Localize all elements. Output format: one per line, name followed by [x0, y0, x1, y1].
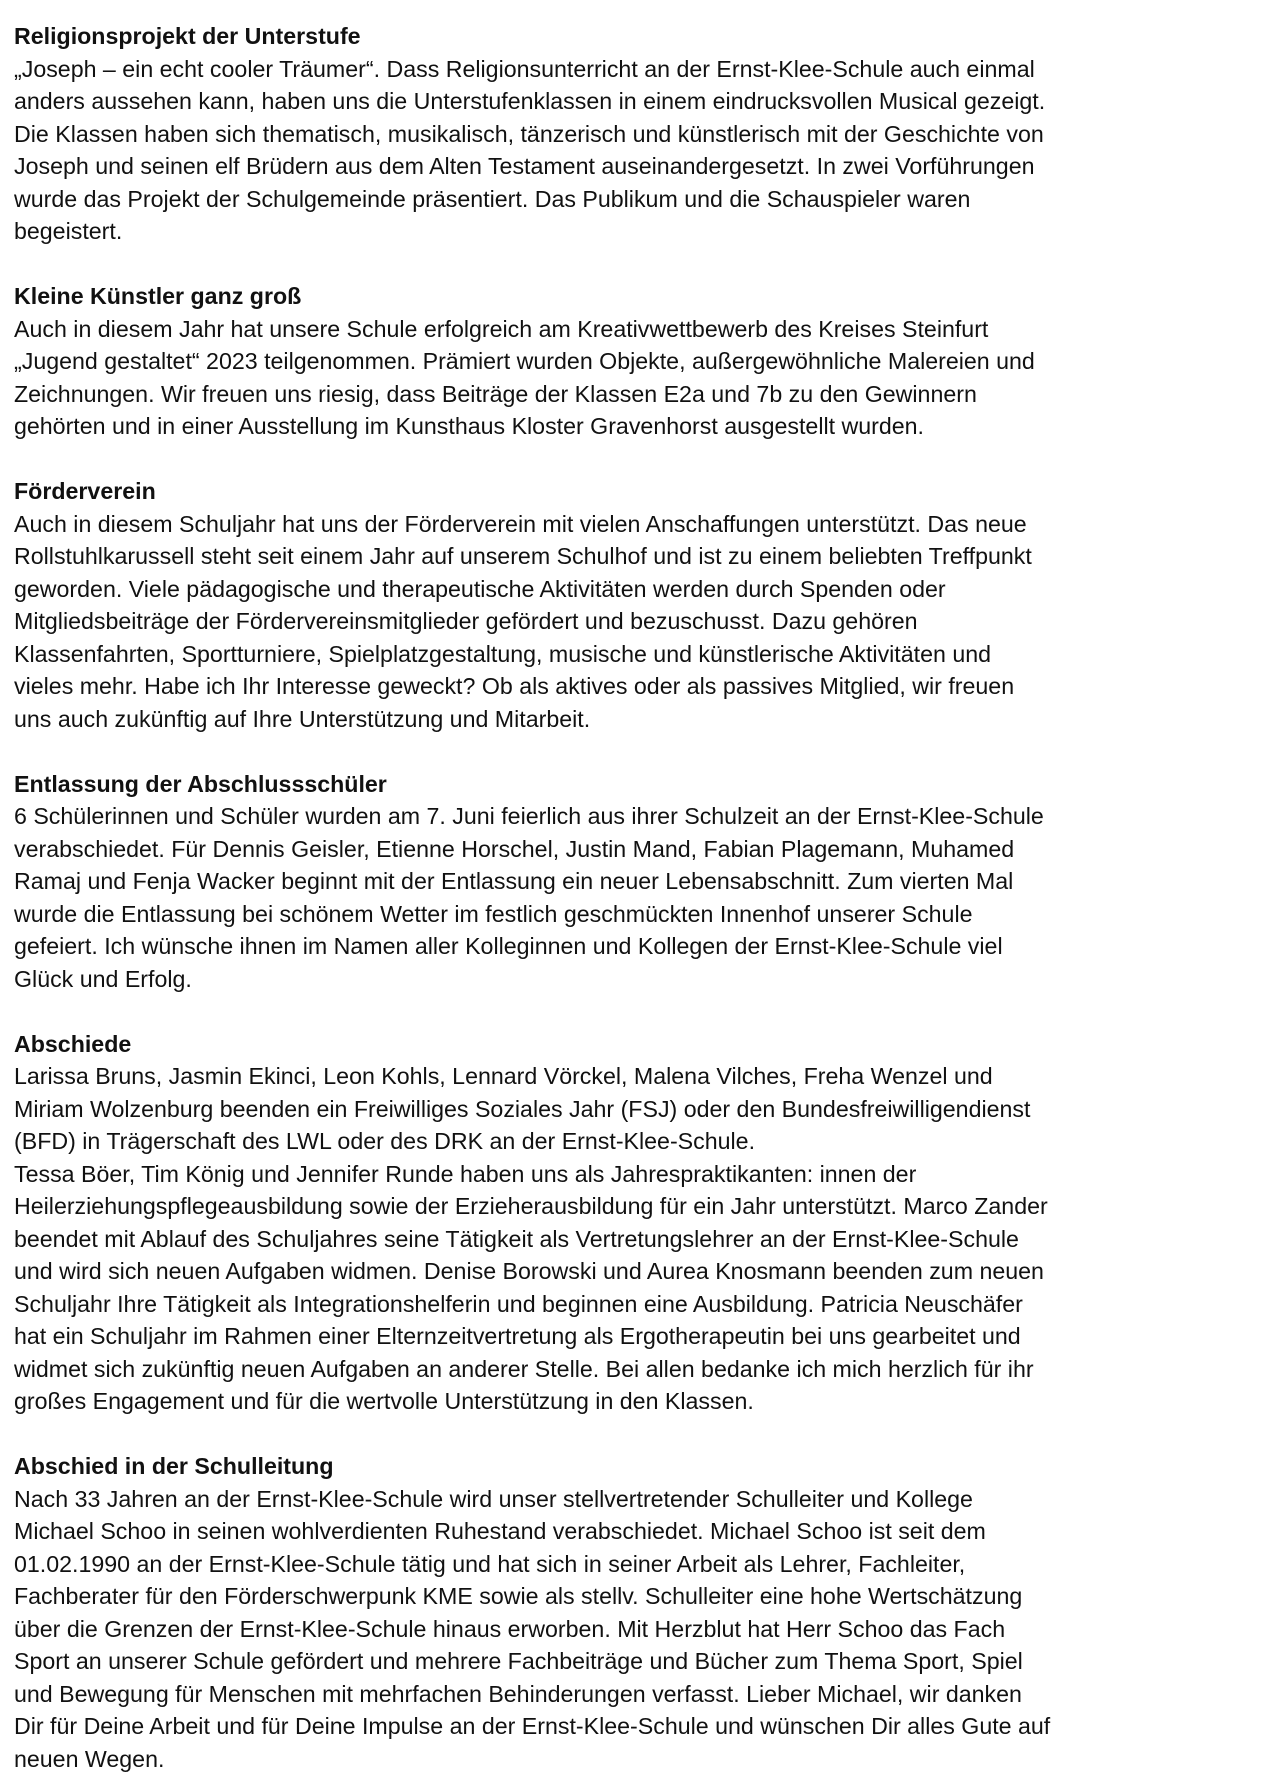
section-title: Förderverein	[14, 478, 156, 504]
body-text-line: Miriam Wolzenburg beenden ein Freiwilliges Soziales Jahr (FSJ) oder den Bundesfreiwilligendienst	[14, 1095, 1031, 1122]
section	[14, 1028, 1270, 1418]
body-text-line: begeistert.	[14, 218, 123, 244]
body-text-line: Ramaj und Fenja Wacker beginnt mit der Entlassung ein neuer Lebensabschnitt. Zum vierten Mal	[14, 868, 1014, 894]
body-text-line: widmet sich zukünftig neuen Aufgaben an anderer Stelle. Bei allen bedanke ich mich herzlich für ihr	[14, 1355, 1034, 1382]
document-page	[14, 20, 1270, 1775]
body-text-line: Joseph und seinen elf Brüdern aus dem Alten Testament auseinandergesetzt. In zwei Vorführungen	[14, 153, 1035, 179]
body-text-line: Sport an unserer Schule gefördert und mehrere Fachbeiträge und Bücher zum Thema Sport, Spiel	[14, 1648, 1023, 1674]
body-text-line: großes Engagement und für die wertvolle Unterstützung in den Klassen.	[14, 1388, 754, 1414]
body-text-line: anders aussehen kann, haben uns die Unterstufenklassen in einem eindrucksvollen Musical gezeigt.	[14, 88, 1046, 114]
body-text-line: Tessa Böer, Tim König und Jennifer Runde haben uns als Jahrespraktikanten: innen der	[14, 1160, 917, 1187]
body-text-line: und wird sich neuen Aufgaben widmen. Denise Borowski und Aurea Knosmann beenden zum neuen	[14, 1258, 1044, 1284]
body-text-line: Dir für Deine Arbeit und für Deine Impulse an der Ernst-Klee-Schule und wünschen Dir alles Gute auf	[14, 1713, 1051, 1739]
body-text-line: verabschiedet. Für Dennis Geisler, Etienne Horschel, Justin Mand, Fabian Plagemann, Muhamed	[14, 835, 1015, 862]
section-title: Religionsprojekt der Unterstufe	[14, 23, 361, 49]
body-text-line: Die Klassen haben sich thematisch, musikalisch, tänzerisch und künstlerisch mit der Geschichte von	[14, 120, 1044, 147]
body-text-line: Zeichnungen. Wir freuen uns riesig, dass Beiträge der Klassen E2a und 7b zu den Gewinnern	[14, 380, 977, 407]
body-text-line: Klassenfahrten, Sportturniere, Spielplatzgestaltung, musische und künstlerische Aktivitäten und	[14, 640, 992, 667]
body-text-line: Auch in diesem Jahr hat unsere Schule erfolgreich am Kreativwettbewerb des Kreises Steinfurt	[14, 315, 989, 342]
body-text-line: 01.02.1990 an der Ernst-Klee-Schule tätig und hat sich in seiner Arbeit als Lehrer, Fachleiter,	[14, 1550, 966, 1577]
body-text-line: beendet mit Ablauf des Schuljahres seine Tätigkeit als Vertretungslehrer an der Ernst-Klee-Schule	[14, 1225, 1019, 1252]
section	[14, 20, 1270, 248]
body-text-line: Nach 33 Jahren an der Ernst-Klee-Schule wird unser stellvertretender Schulleiter und Kollege	[14, 1485, 973, 1512]
body-text-line: Mitgliedsbeiträge der Fördervereinsmitglieder gefördert und bezuschusst. Dazu gehören	[14, 608, 918, 634]
section	[14, 1450, 1270, 1775]
section-title: Abschied in der Schulleitung	[14, 1453, 334, 1479]
body-text-line: geworden. Viele pädagogische und therapeutische Aktivitäten werden durch Spenden oder	[14, 575, 946, 602]
body-text-line: neuen Wegen.	[14, 1745, 165, 1772]
body-text-line: Rollstuhlkarussell steht seit einem Jahr auf unserem Schulhof und ist zu einem beliebten Treffpunkt	[14, 543, 1032, 569]
body-text-line: Fachberater für den Förderschwerpunk KME sowie als stellv. Schulleiter eine hohe Wertschätzung	[14, 1583, 1023, 1609]
body-text-line: „Joseph – ein echt cooler Träumer“. Dass Religionsunterricht an der Ernst-Klee-Schule auch einmal	[14, 55, 1035, 82]
body-text-line: Michael Schoo in seinen wohlverdienten Ruhestand verabschiedet. Michael Schoo ist seit dem	[14, 1518, 986, 1544]
section-title: Entlassung der Abschlussschüler	[14, 770, 387, 797]
body-text-line: Larissa Bruns, Jasmin Ekinci, Leon Kohls, Lennard Vörckel, Malena Vilches, Freha Wenzel und	[14, 1063, 993, 1089]
body-text-line: vieles mehr. Habe ich Ihr Interesse geweckt? Ob als aktives oder als passives Mitglied, wir freuen	[14, 673, 1015, 699]
body-text-line: (BFD) in Trägerschaft des LWL oder des DRK an der Ernst-Klee-Schule.	[14, 1128, 756, 1154]
section	[14, 280, 1270, 443]
section	[14, 475, 1270, 735]
body-text-line: „Jugend gestaltet“ 2023 teilgenommen. Prämiert wurden Objekte, außergewöhnliche Malereien und	[14, 348, 1035, 374]
section	[14, 768, 1270, 996]
body-text-line: Heilerziehungspflegeausbildung sowie der Erzieherausbildung für ein Jahr unterstützt. Marco Zander	[14, 1193, 1048, 1219]
body-text-line: uns auch zukünftig auf Ihre Unterstützung und Mitarbeit.	[14, 705, 591, 732]
body-text-line: und Bewegung für Menschen mit mehrfachen Behinderungen verfasst. Lieber Michael, wir danken	[14, 1680, 1022, 1707]
body-text-line: 6 Schülerinnen und Schüler wurden am 7. Juni feierlich aus ihrer Schulzeit an der Ernst-Klee-Schule	[14, 803, 1044, 829]
body-text-line: über die Grenzen der Ernst-Klee-Schule hinaus erworben. Mit Herzblut hat Herr Schoo das Fach	[14, 1615, 1006, 1642]
body-text-line: Glück und Erfolg.	[14, 965, 192, 992]
section-title: Abschiede	[14, 1030, 132, 1057]
body-text-line: Auch in diesem Schuljahr hat uns der Förderverein mit vielen Anschaffungen unterstützt. Das neue	[14, 510, 1027, 537]
body-text-line: wurde das Projekt der Schulgemeinde präsentiert. Das Publikum und die Schauspieler waren	[14, 185, 971, 212]
section-title: Kleine Künstler ganz groß	[14, 283, 302, 309]
body-text-line: Schuljahr Ihre Tätigkeit als Integrationshelferin und beginnen eine Ausbildung. Patricia Neuschäfer	[14, 1290, 1023, 1317]
body-text-line: gefeiert. Ich wünsche ihnen im Namen aller Kolleginnen und Kollegen der Ernst-Klee-Schule viel	[14, 933, 1003, 959]
body-text-line: wurde die Entlassung bei schönem Wetter im festlich geschmückten Innenhof unserer Schule	[14, 900, 973, 927]
body-text-line: hat ein Schuljahr im Rahmen einer Elternzeitvertretung als Ergotherapeutin bei uns gearbeitet und	[14, 1323, 1021, 1349]
body-text-line: gehörten und in einer Ausstellung im Kunsthaus Kloster Gravenhorst ausgestellt wurden.	[14, 413, 924, 439]
